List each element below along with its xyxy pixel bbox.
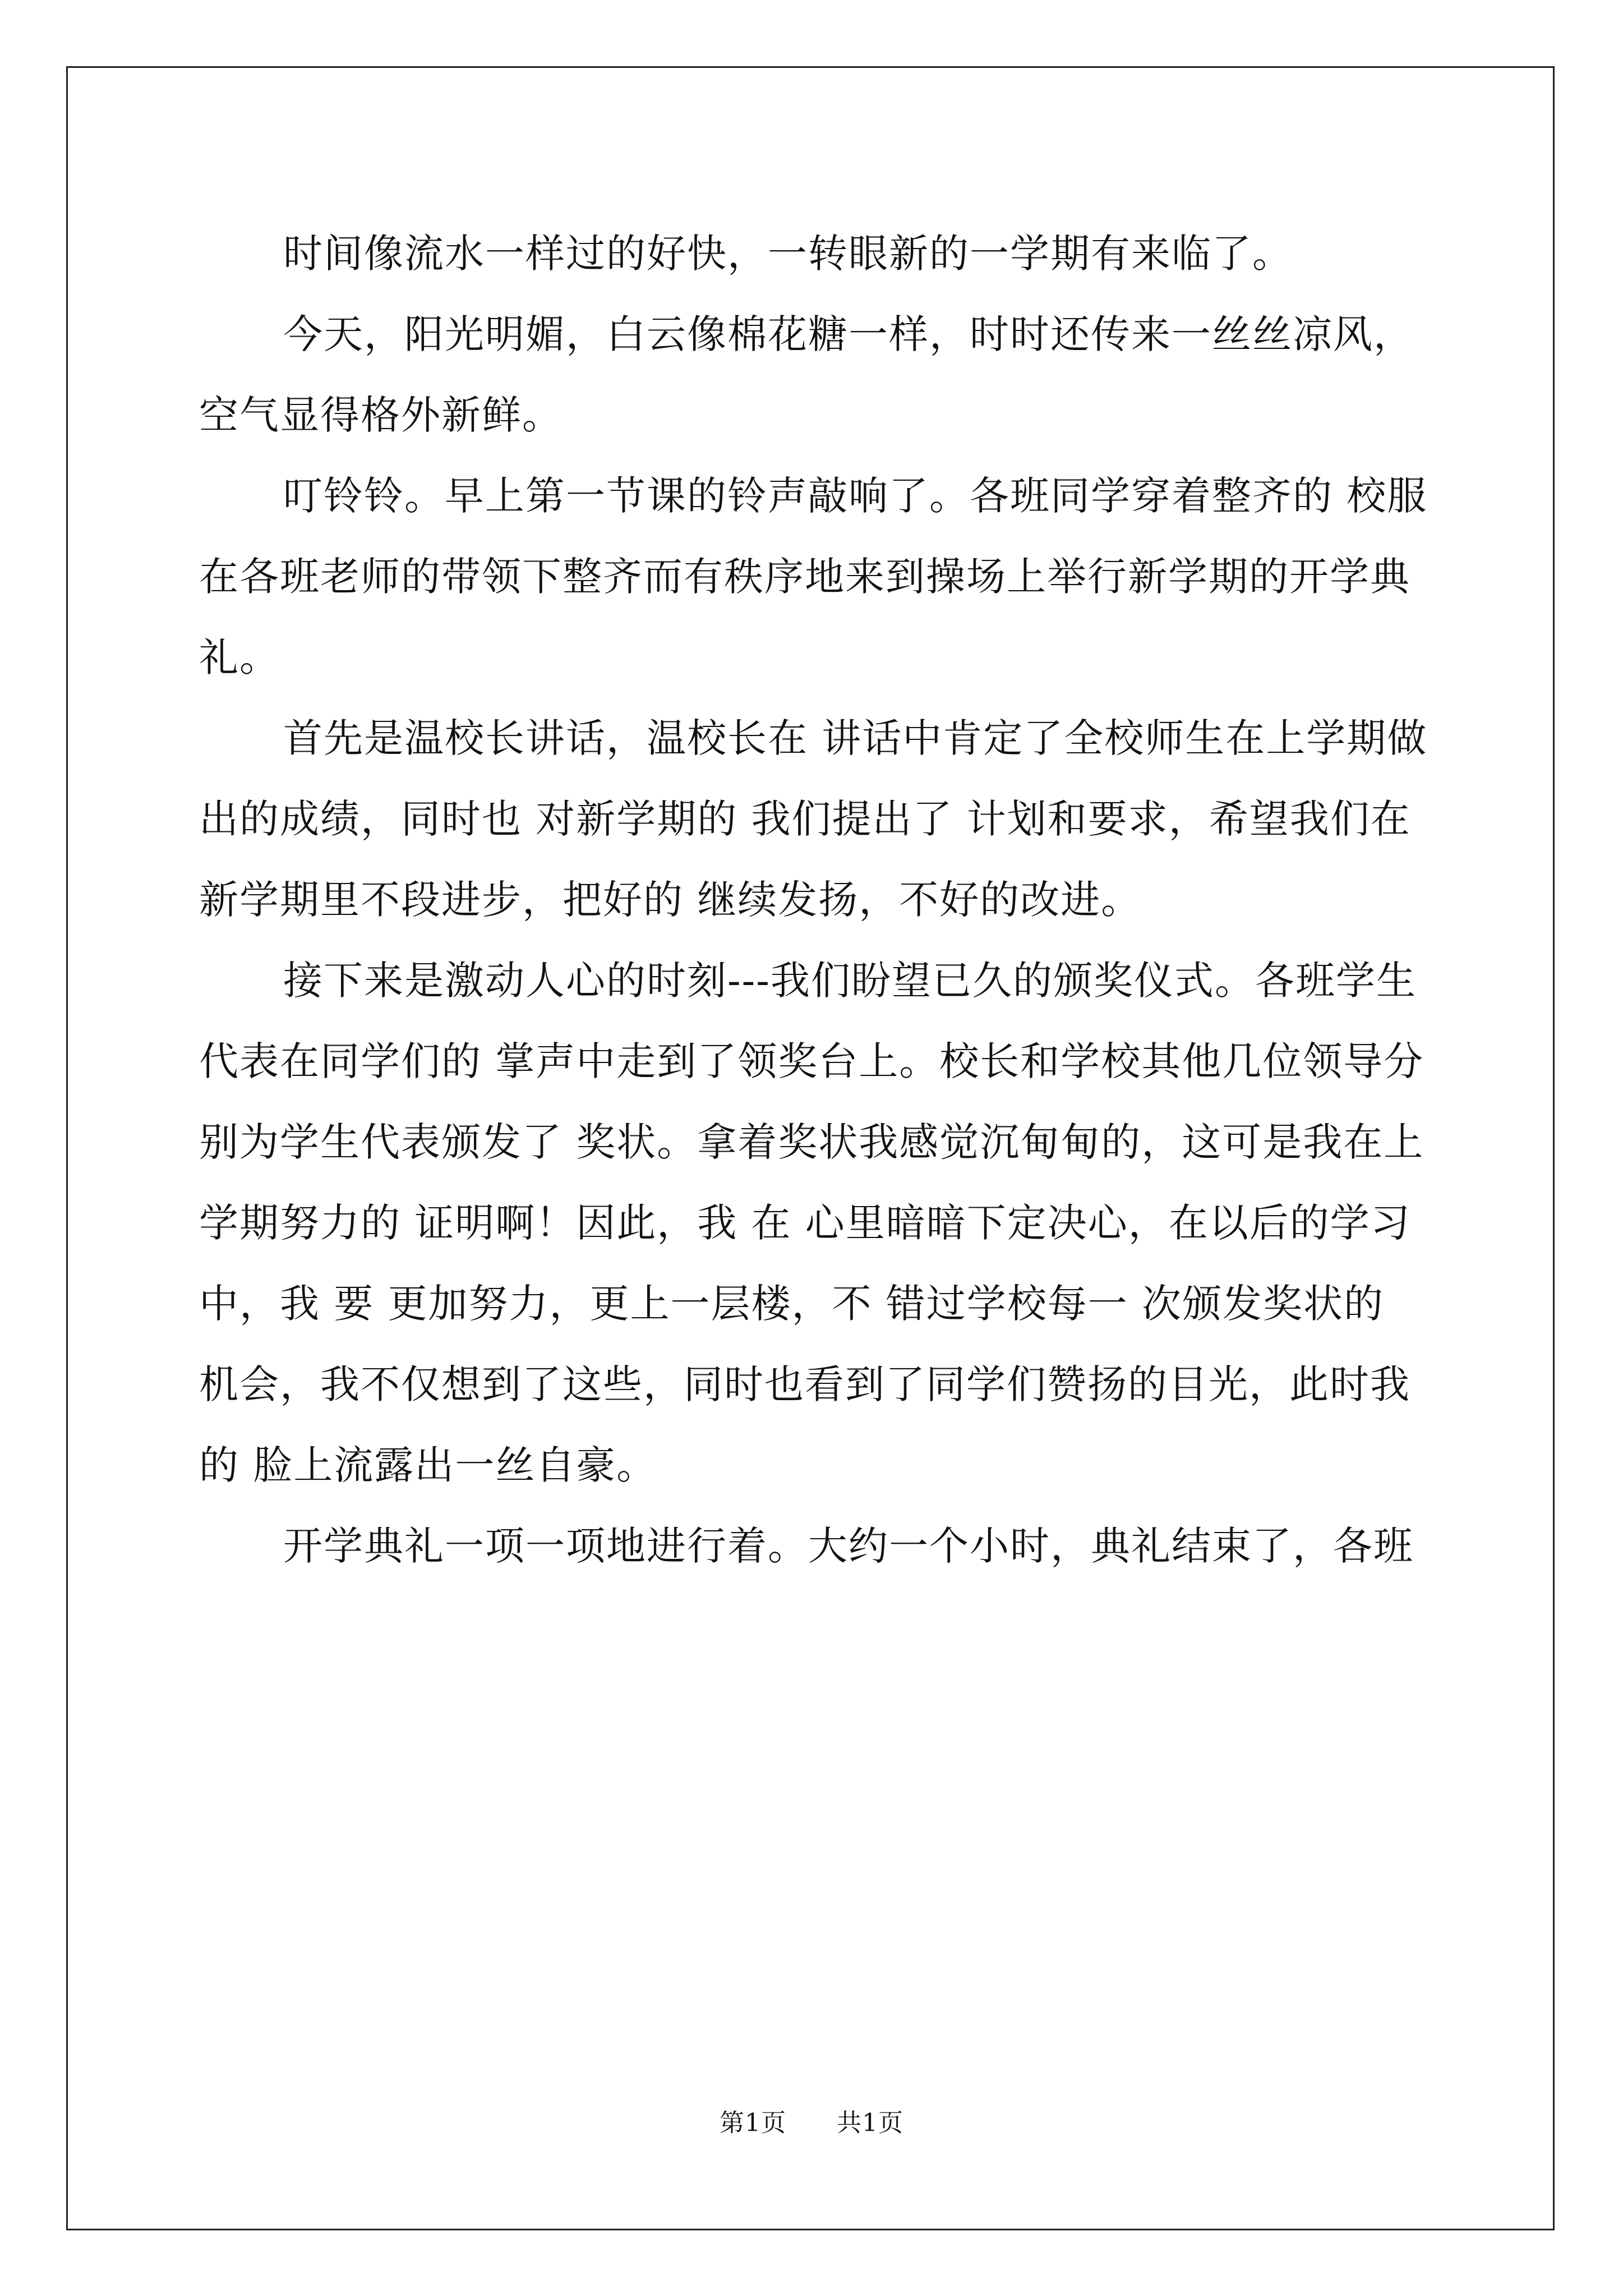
page-footer	[0, 2106, 1623, 2140]
page-number-total: 共1页	[837, 2109, 903, 2137]
paragraph-4: 首先是温校长讲话，温校长在 讲话中肯定了全校师生在上学期做出的成绩，同时也 对新学期的 我们提出了 计划和要求，希望我们在新学期里不段进步，把好的 继续发扬，不好的改进。	[199, 715, 1428, 923]
paragraph-5: 接下来是激动人心的时刻---我们盼望已久的颁奖仪式。各班学生代表在同学们的 掌声中走到了领奖台上。校长和学校其他几位领导分别为学生代表颁发了 奖状。拿着奖状我感觉沉甸甸的，这可是我在上学期努力的 证明啊！因此，我 在 心里暗暗下定决心，在以后的学习中，我 要 更加努力，更上一层楼，不 错过学校每一 次颁发奖状的 机会，我不仅想到了这些，同时也看到了同学们赞扬的目光，此时我 的 脸上流露出一丝自豪。	[199, 958, 1424, 1488]
paragraph-1: 时间像流水一样过的好快，一转眼新的一学期有来临了。	[283, 231, 1293, 277]
paragraph-2: 今天，阳光明媚，白云像棉花糖一样，时时还传来一丝丝凉风，空气显得格外新鲜。	[199, 311, 1414, 438]
document-body	[199, 213, 1433, 1586]
page-number-current: 第1页	[720, 2109, 786, 2137]
paragraph-3: 叮铃铃。早上第一节课的铃声敲响了。各班同学穿着整齐的 校服在各班老师的带领下整齐而有秩序地来到操场上举行新学期的开学典礼。	[199, 473, 1428, 680]
paragraph-6: 开学典礼一项一项地进行着。大约一个小时，典礼结束了，各班	[283, 1523, 1414, 1569]
